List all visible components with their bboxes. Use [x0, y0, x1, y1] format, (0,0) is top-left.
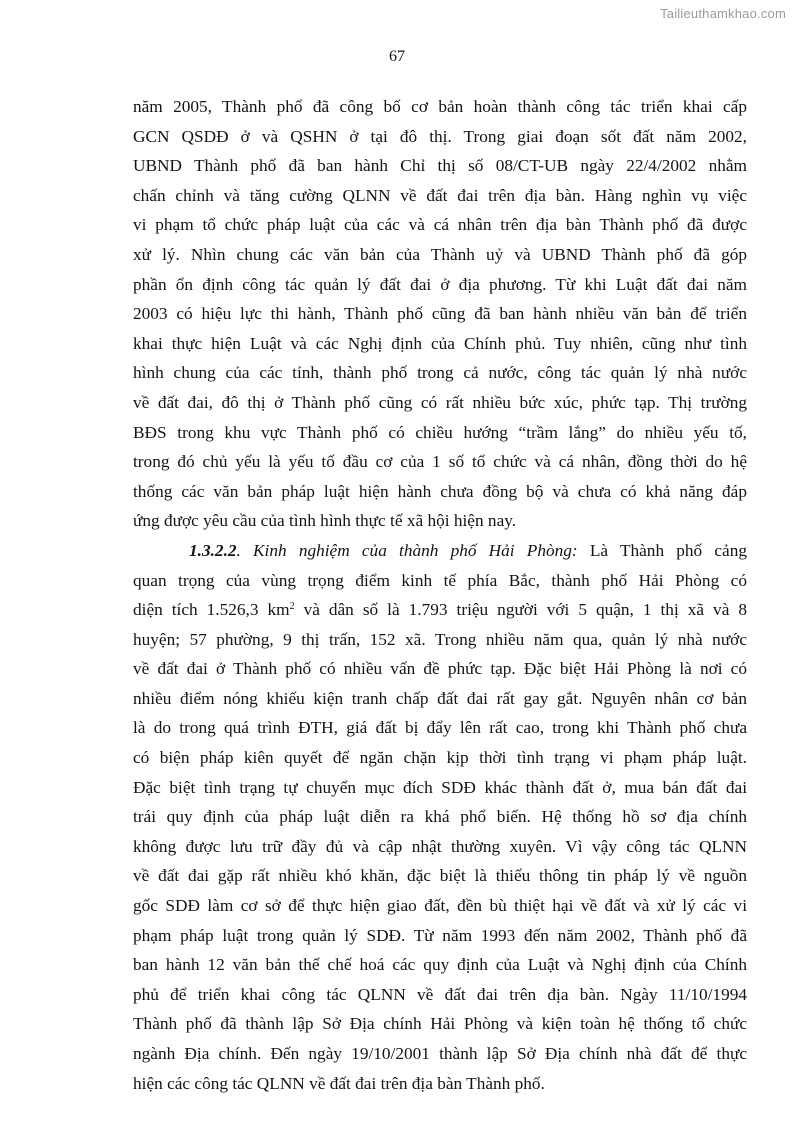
text-line: hình chung của các tỉnh, thành phố trong cả nước, công tác quản lý nhà nước [133, 363, 747, 383]
document-body [133, 92, 747, 1098]
text-line: UBND Thành phố đã ban hành Chỉ thị số 08/CT-UB ngày 22/4/2002 nhằm [133, 156, 747, 176]
text-line: quan trọng của vùng trọng điểm kinh tế phía Bắc, thành phố Hải Phòng có [133, 570, 747, 590]
text-line: gốc SDĐ làm cơ sở để thực hiện giao đất, đền bù thiệt hại về đất và xử lý các vi [133, 896, 747, 916]
text-line: năm 2005, Thành phố đã công bố cơ bản hoàn thành công tác triển khai cấp [133, 97, 747, 116]
paragraph-1 [133, 92, 747, 536]
text-line: Thành phố đã thành lập Sở Địa chính Hải Phòng và kiện toàn hệ thống tổ chức [133, 1014, 747, 1034]
text-line: xử lý. Nhìn chung các văn bản của Thành uỷ và UBND Thành phố đã góp [133, 244, 747, 264]
text-line: hiện các công tác QLNN về đất đai trên địa bàn Thành phố. [133, 1073, 545, 1093]
text-line: ban hành 12 văn bản thể chế hoá các quy định của Luật và Nghị định của Chính [133, 955, 747, 975]
section-title: . Kinh nghiệm của thành phố Hải Phòng: [236, 540, 578, 560]
text-line-area [133, 595, 747, 625]
area-text: diện tích 1.526,3 km [133, 600, 290, 620]
text-line: phạm pháp luật trong quản lý SDĐ. Từ năm 1993 đến năm 2002, Thành phố đã [133, 925, 747, 945]
text-line: Đặc biệt tình trạng tự chuyển mục đích SDĐ khác thành đất ở, mua bán đất đai [133, 777, 747, 797]
text-line: chấn chỉnh và tăng cường QLNN về đất đai trên địa bàn. Hàng nghìn vụ việc [133, 185, 747, 205]
section-number: 1.3.2.2 [189, 540, 237, 560]
text-line: về đất đai ở Thành phố có nhiều vấn đề phức tạp. Đặc biệt Hải Phòng là nơi có [133, 659, 747, 679]
section-1-3-2-2 [133, 536, 747, 1098]
superscript-2: 2 [289, 601, 295, 613]
text-line: phần ổn định công tác quản lý đất đai ở địa phương. Từ khi Luật đất đai năm [133, 274, 747, 294]
text-line: huyện; 57 phường, 9 thị trấn, 152 xã. Trong nhiều năm qua, quản lý nhà nước [133, 629, 747, 649]
text-line: có biện pháp kiên quyết để ngăn chặn kịp thời tình trạng vi phạm pháp luật. [133, 748, 747, 768]
page-number: 67 [389, 48, 405, 65]
text-line: ngành Địa chính. Đến ngày 19/10/2001 thành lập Sở Địa chính nhà đất để thực [133, 1044, 747, 1063]
population-text: và dân số là 1.793 triệu người với 5 quận, 1 thị xã và 8 [294, 600, 747, 620]
text-line: về đất đai gặp rất nhiều khó khăn, đặc biệt là thiếu thông tin pháp lý về nguồn [133, 866, 747, 886]
text-line: phủ để triển khai công tác QLNN về đất đai trên địa bàn. Ngày 11/10/1994 [133, 984, 747, 1004]
watermark: Tailieuthamkhao.com [660, 6, 786, 21]
text-line: GCN QSDĐ ở và QSHN ở tại đô thị. Trong giai đoạn sốt đất năm 2002, [133, 126, 747, 146]
text-line: trái quy định của pháp luật diễn ra khá phổ biến. Hệ thống hồ sơ địa chính [133, 807, 747, 827]
text-line: là do trong quá trình ĐTH, giá đất bị đẩy lên rất cao, trong khi Thành phố chưa [133, 718, 747, 738]
text-line: nhiều điểm nóng khiếu kiện tranh chấp đất đai rất gay gắt. Nguyên nhân cơ bản [133, 688, 747, 708]
text-line: thống các văn bản pháp luật hiện hành chưa đồng bộ và chưa có khả năng đáp [133, 481, 747, 501]
text-line: ứng được yêu cầu của tình hình thực tế xã hội hiện nay. [133, 511, 517, 531]
text-line: về đất đai, đô thị ở Thành phố cũng có rất nhiều bức xúc, phức tạp. Thị trường [133, 392, 747, 412]
text-line: khai thực hiện Luật và các Nghị định của Chính phủ. Tuy nhiên, cũng như tình [133, 333, 747, 353]
text-line: trong đó chủ yếu là yếu tố đầu cơ của 1 số tổ chức và cá nhân, đồng thời do hệ [133, 452, 747, 472]
text-line: BĐS trong khu vực Thành phố có chiều hướng “trầm lắng” do nhiều yếu tố, [133, 422, 747, 442]
section-lead-text: Là Thành phố cảng [577, 540, 747, 560]
text-line: vi phạm tổ chức pháp luật của các và cá nhân trên địa bàn Thành phố đã được [133, 215, 747, 235]
text-line: không được lưu trữ đầy đủ và cập nhật thường xuyên. Vì vậy công tác QLNN [133, 836, 747, 856]
text-line: 2003 có hiệu lực thi hành, Thành phố cũng đã ban hành nhiều văn bản để triển [133, 304, 747, 324]
section-heading-line [133, 536, 747, 566]
